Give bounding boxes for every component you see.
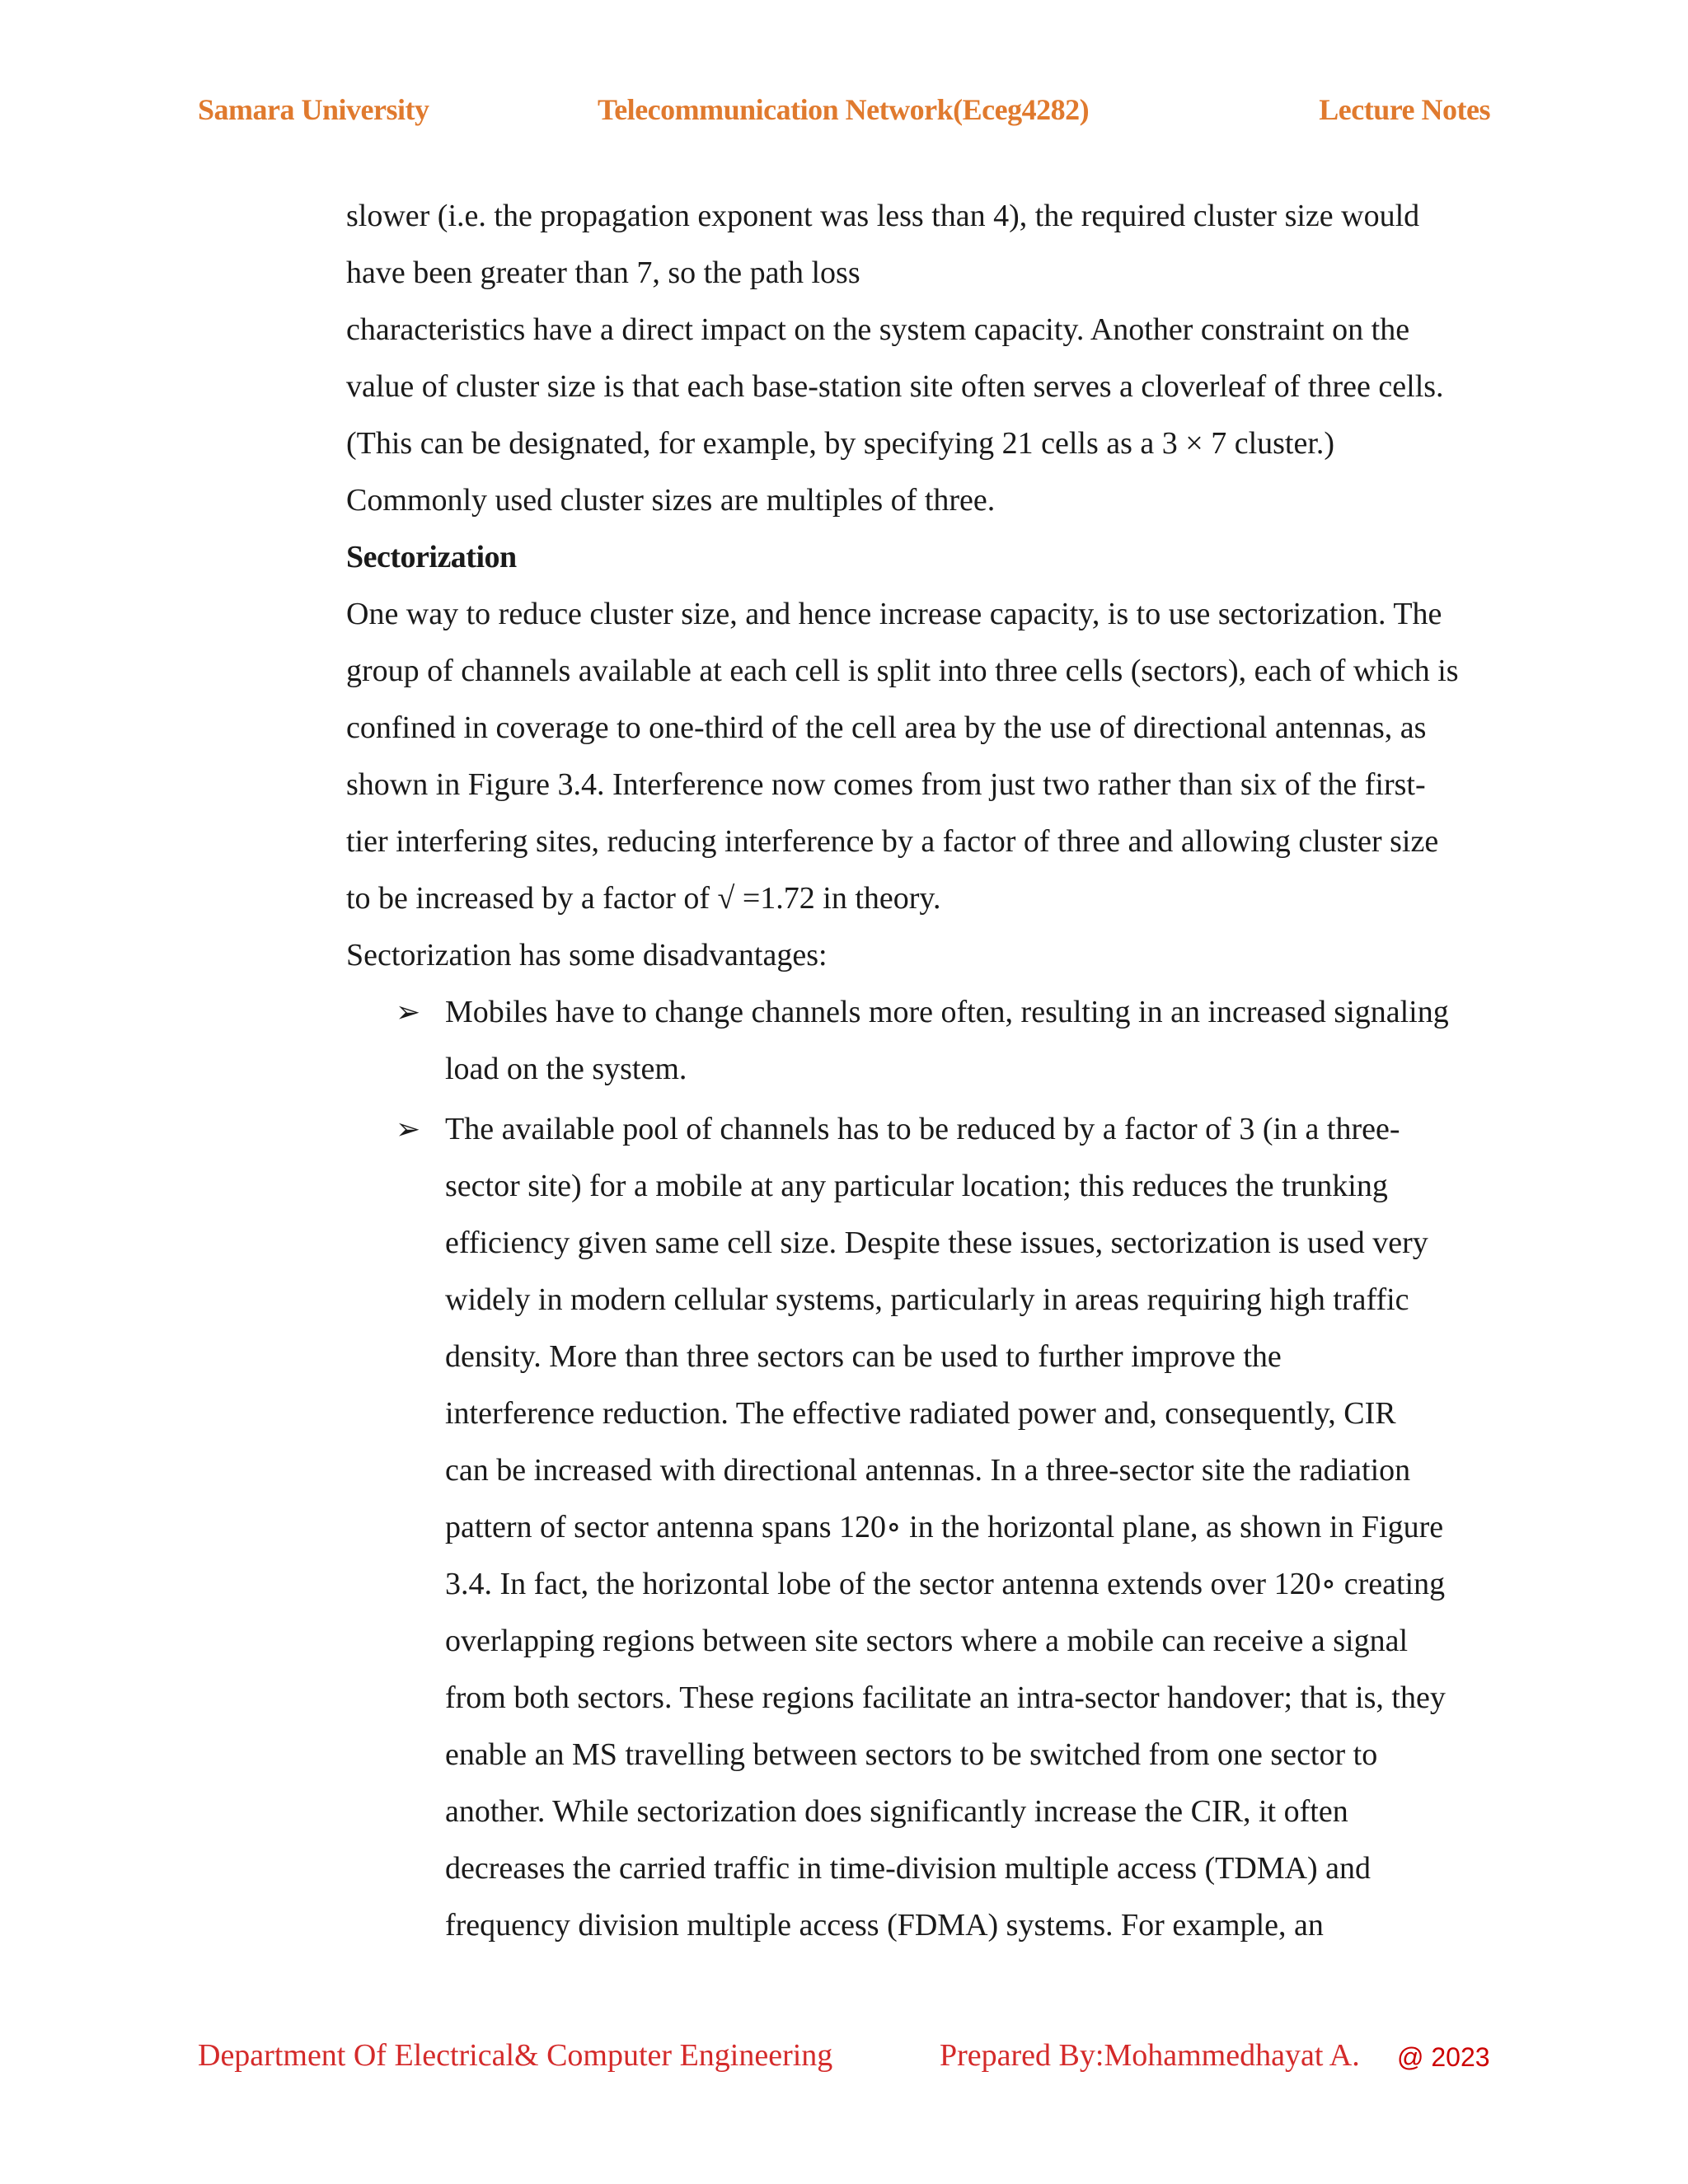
document-body [346, 188, 1500, 1954]
text-line: another. While sectorization does significantly increase the CIR, it often [445, 1794, 1348, 1829]
section-heading: Sectorization [346, 540, 517, 574]
text-line: Commonly used cluster sizes are multiples of three. [346, 483, 996, 518]
arrow-bullet-icon: ➢ [396, 1113, 421, 1146]
text-line: efficiency given same cell size. Despite these issues, sectorization is used very [445, 1226, 1428, 1260]
footer-year: @ 2023 [1397, 2042, 1490, 2072]
footer-author: Prepared By:Mohammedhayat A. [940, 2038, 1360, 2073]
list-item [346, 1101, 1500, 1954]
text-line: value of cluster size is that each base-station site often serves a cloverleaf of three cells. [346, 369, 1444, 404]
footer-department: Department Of Electrical& Computer Engineering [198, 2038, 833, 2073]
text-line: group of channels available at each cell is split into three cells (sectors), each of which is [346, 654, 1459, 688]
text-line: load on the system. [445, 1052, 687, 1086]
text-line: Sectorization has some disadvantages: [346, 938, 828, 972]
text-line: frequency division multiple access (FDMA) systems. For example, an [445, 1908, 1324, 1943]
text-line: can be increased with directional antennas. In a three-sector site the radiation [445, 1453, 1411, 1488]
header-doc-type: Lecture Notes [1319, 93, 1490, 126]
disadvantages-list [346, 984, 1500, 1954]
text-line: (This can be designated, for example, by specifying 21 cells as a 3 × 7 cluster.) [346, 426, 1335, 461]
text-line: One way to reduce cluster size, and hence increase capacity, is to use sectorization. The [346, 597, 1442, 631]
page-footer [198, 2037, 1490, 2087]
text-line: overlapping regions between site sectors where a mobile can receive a signal [445, 1624, 1409, 1658]
text-line: from both sectors. These regions facilitate an intra-sector handover; that is, they [445, 1680, 1446, 1715]
text-line: interference reduction. The effective radiated power and, consequently, CIR [445, 1396, 1396, 1431]
text-line: shown in Figure 3.4. Interference now comes from just two rather than six of the first- [346, 767, 1426, 802]
text-line: widely in modern cellular systems, particularly in areas requiring high traffic [445, 1282, 1409, 1317]
text-line: tier interfering sites, reducing interference by a factor of three and allowing cluster size [346, 824, 1439, 859]
text-line: to be increased by a factor of √ =1.72 in theory. [346, 881, 941, 916]
text-line: sector site) for a mobile at any particular location; this reduces the trunking [445, 1169, 1388, 1203]
text-line: characteristics have a direct impact on the system capacity. Another constraint on the [346, 312, 1410, 347]
text-line: Mobiles have to change channels more often, resulting in an increased signaling [445, 995, 1449, 1029]
text-line: slower (i.e. the propagation exponent was less than 4), the required cluster size would [346, 199, 1420, 233]
header-course: Telecommunication Network(Eceg4282) [598, 93, 1090, 126]
header-university: Samara University [198, 93, 429, 126]
text-line: The available pool of channels has to be reduced by a factor of 3 (in a three- [445, 1112, 1400, 1146]
text-line: pattern of sector antenna spans 120∘ in the horizontal plane, as shown in Figure [445, 1510, 1444, 1544]
arrow-bullet-icon: ➢ [396, 996, 421, 1029]
text-line: density. More than three sectors can be used to further improve the [445, 1339, 1282, 1374]
text-line: enable an MS travelling between sectors to be switched from one sector to [445, 1737, 1378, 1772]
page-header [198, 92, 1490, 142]
text-line: 3.4. In fact, the horizontal lobe of the sector antenna extends over 120∘ creating [445, 1567, 1446, 1601]
list-item [346, 984, 1500, 1098]
text-line: have been greater than 7, so the path loss [346, 255, 860, 290]
text-line: decreases the carried traffic in time-division multiple access (TDMA) and [445, 1851, 1372, 1886]
text-line: confined in coverage to one-third of the cell area by the use of directional antennas, as [346, 710, 1427, 745]
